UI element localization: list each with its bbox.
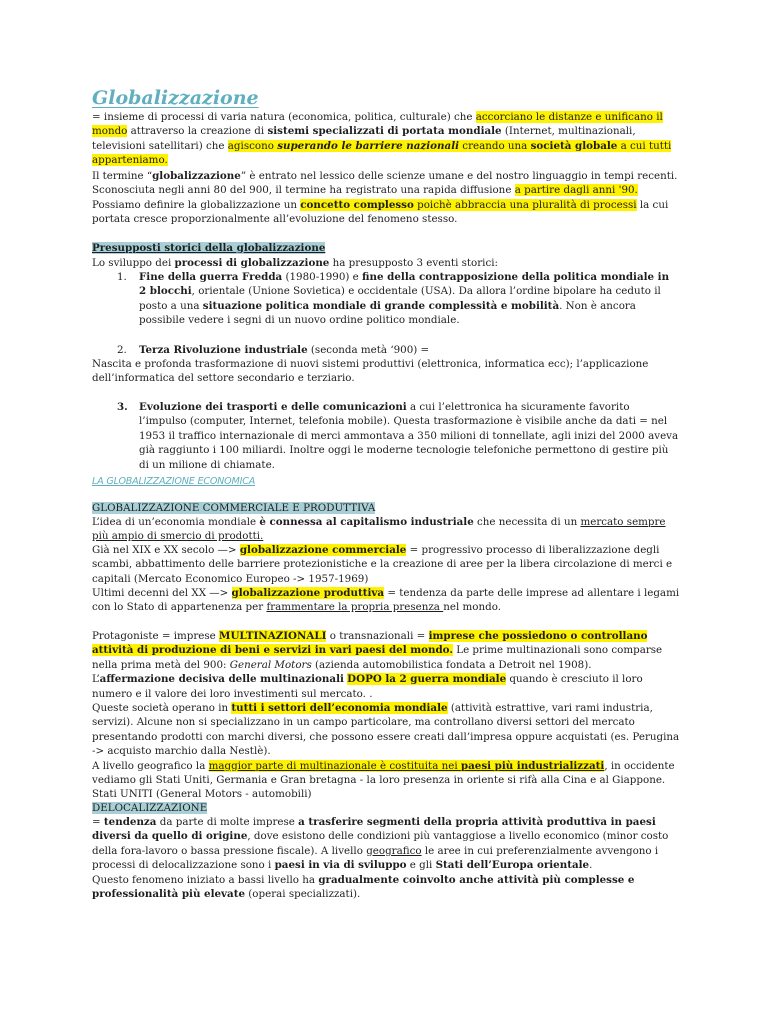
text: . Non è ancora possibile vedere i segni di un nuovo ordine politico mondiale. [139,299,636,327]
highlighted-text: a cui tutti apparteniamo. [92,139,672,167]
highlighted-bold-text: superando le barriere nazionali [277,139,460,152]
text: , dove esistono delle condizioni più vantaggiose a livello economico (minor costo della fora-lavoro o bassa pressione fiscale). A livello [92,830,669,857]
text: Le prime multinazionali sono comparse nella prima metà del 900: [92,644,663,671]
list-item [139,270,679,328]
bold-text: globalizzazione [152,170,241,182]
presupposti-heading [92,241,682,255]
text: . [589,859,593,872]
list-number: 2. [117,344,127,356]
list-number: 3. [117,401,128,413]
text: (azienda automobilistica fondata a Detroit nel 1908). [311,658,592,671]
text: Ultimi decenni del XX —> [92,587,232,599]
text: = insieme di processi di varia natura (economica, politica, culturale) che [92,111,476,123]
section-heading: Presupposti storici della globalizzazione [92,242,326,254]
text: Queste società operano in [92,702,232,715]
text: Stati UNITI (General Motors - automobili) [92,788,312,801]
underlined-text: frammentare la propria presenza [266,601,444,614]
commerciale-subheading [92,501,682,515]
highlighted-bold-text: DOPO la 2 guerra mondiale [347,673,507,686]
bold-text: Terza Rivoluzione industriale [139,344,308,356]
highlighted-text: a partire dagli anni '90. [514,184,638,197]
text: Lo sviluppo dei [92,257,175,269]
text: , orientale (Unione Sovietica) e occidentale (USA). Da allora l’ordine bipolare ha ceduto il posto a una [139,285,661,312]
section-heading: LA GLOBALIZZAZIONE ECONOMICA [92,476,256,487]
definition-paragraph [92,169,682,227]
list-number: 1. [117,271,127,283]
highlighted-bold-text: società globale [530,139,618,152]
highlighted-bold-text: globalizzazione produttiva [231,587,385,599]
italic-text: General Motors [229,658,312,671]
bold-text: è connessa al capitalismo industriale [259,516,474,528]
bold-text: gradualmente coinvolto anche attività più complesse e professionalità più elevate [92,873,635,901]
text: (seconda metà ‘900) = [307,344,430,356]
bold-text: paesi in via di sviluppo [274,859,407,872]
highlighted-bold-text: paesi più industrializzati [460,759,605,772]
text: (attività estrattive, vari rami industria, servizi). Alcune non si specializzano in un campo particolare, ma controllano diversi settori del mercato presentando prodotti con marchi diversi, che possono essere creati dall’impresa oppure acquistati (es. Perugina -> acquisto marchio dalla Nestlè). [92,702,680,758]
underlined-text: geografico [366,844,422,857]
text: ha presupposto 3 eventi storici: [329,257,499,269]
text: attraverso la creazione di [127,125,268,138]
text: a cui l’elettronica ha sicuramente favorito l’impulso (computer, Internet, telefonia mobile). Questa trasformazione è visibile anche da dati = nel 1953 il traffico internazionale di merci ammontava a 350 milioni di tonnellate, agli inizi del 2000 aveva già raggiunto i 100 miliardi. Inoltre oggi le moderne tecnologie telefoniche permettono di gestire più di un milione di chiamate. [139,401,679,471]
presupposti-intro [92,256,682,270]
bold-text: processi di globalizzazione [174,257,330,269]
text: (operai specializzati). [245,888,361,901]
bold-text: tendenza [103,816,157,828]
text: A livello geografico la [92,759,209,772]
text: che necessita di un [473,516,581,528]
text: quando è cresciuto il loro numero e il valore dei loro investimenti sul mercato. . [92,673,643,700]
intro-paragraph [92,110,682,168]
text: = progressivo processo di liberalizzazione degli scambi, abbattimento delle barriere protezionistiche e la creazione di aree per la libera circolazione di merci e capitali (Mercato Economico Europeo -> 1957-1969) [92,544,673,585]
bold-text: affermazione decisiva delle multinazionali [99,673,344,686]
subsection-heading: GLOBALIZZAZIONE COMMERCIALE E PRODUTTIVA [92,502,376,514]
text: e gli [406,859,436,872]
highlighted-bold-text: tutti i settori dell’economia mondiale [231,702,448,715]
globalizzazione-commerciale-paragraph [92,543,682,586]
list-item-continuation: Nascita e profonda trasformazione di nuovi sistemi produttivi (elettronica, informatica ecc); l’applicazione dell’informatica del settore secondario e terziario. [92,358,649,385]
economia-mondiale-paragraph [92,515,682,544]
text: = [92,816,104,828]
text: le aree in cui preferenzialmente avvengono i processi di delocalizzazione sono i [92,844,659,872]
highlighted-bold-text: imprese che possiedono o controllano attività di produzione di beni e servizi in vari paesi del mondo. [92,630,648,657]
text: o transnazionali = [326,630,429,642]
text: , in occidente vediamo gli Stati Uniti, Germania e Gran bretagna - la loro presenza in oriente si rifà alla Cina e al Giappone. [92,759,675,787]
highlighted-text: accorciano le distanze e unificano il mondo [92,111,663,138]
highlighted-text: agiscono [227,139,278,152]
text: Questo fenomeno iniziato a bassi livello ha [92,873,319,886]
page-title: Globalizzazione [92,87,259,109]
subsection-heading: DELOCALIZZAZIONE [92,802,208,814]
text: nel mondo. [443,601,502,614]
list-item [139,400,679,472]
text: Il termine “ [92,170,153,182]
highlighted-underlined-text: maggior parte di multinazionale è costituita nei [208,759,461,772]
highlighted-bold-text: MULTINAZIONALI [219,630,327,642]
text: la cui portata cresce proporzionalmente all’evoluzione del fenomeno stesso. [92,198,669,226]
delocalizzazione-heading [92,801,682,815]
text: = tendenza da parte delle imprese ad allentare i legami con lo Stato di appartenenza per [92,587,680,614]
text: (1980-1990) e [282,271,363,283]
text: L’idea di un’economia mondiale [92,516,260,528]
bold-text: sistemi specializzati di portata mondiale [267,125,502,138]
globalizzazione-produttiva-paragraph [92,586,682,615]
highlighted-bold-text: globalizzazione commerciale [239,544,407,556]
text: (Internet, multinazionali, televisioni satellitari) che [92,125,636,152]
bold-text: situazione politica mondiale di grande complessità e mobilità [202,299,560,312]
bold-text: a trasferire segmenti della propria attività produttiva in paesi diversi da quello di origine [92,816,656,843]
bold-text: Fine della guerra Fredda [139,271,283,283]
highlighted-text: poichè abbraccia una pluralità di processi [413,198,637,211]
bold-text: Evoluzione dei trasporti e delle comunicazioni [139,401,407,413]
delocalizzazione-paragraph [92,815,682,901]
bold-text: Stati dell’Europa orientale [435,859,590,872]
text: da parte di molte imprese [156,816,299,828]
bold-text: fine della contrapposizione della politica mondiale in 2 blocchi [139,271,670,298]
text: Già nel XIX e XX secolo —> [92,544,240,556]
list-item [139,343,679,357]
underlined-text: mercato sempre più ampio di smercio di prodotti. [92,516,666,543]
text: L’ [92,673,100,686]
text: Possiamo definire la globalizzazione un [92,198,301,211]
economica-heading [92,474,682,489]
text: Protagoniste = imprese [92,630,220,642]
multinazionali-paragraph [92,629,682,802]
highlighted-text: creando una [459,139,531,152]
text: ” è entrato nel lessico delle scienze umane e del nostro linguaggio in tempi recenti. Sconosciuta negli anni 80 del 900, il termine ha registrato una rapida diffusione [92,170,678,197]
highlighted-bold-text: concetto complesso [300,198,414,211]
